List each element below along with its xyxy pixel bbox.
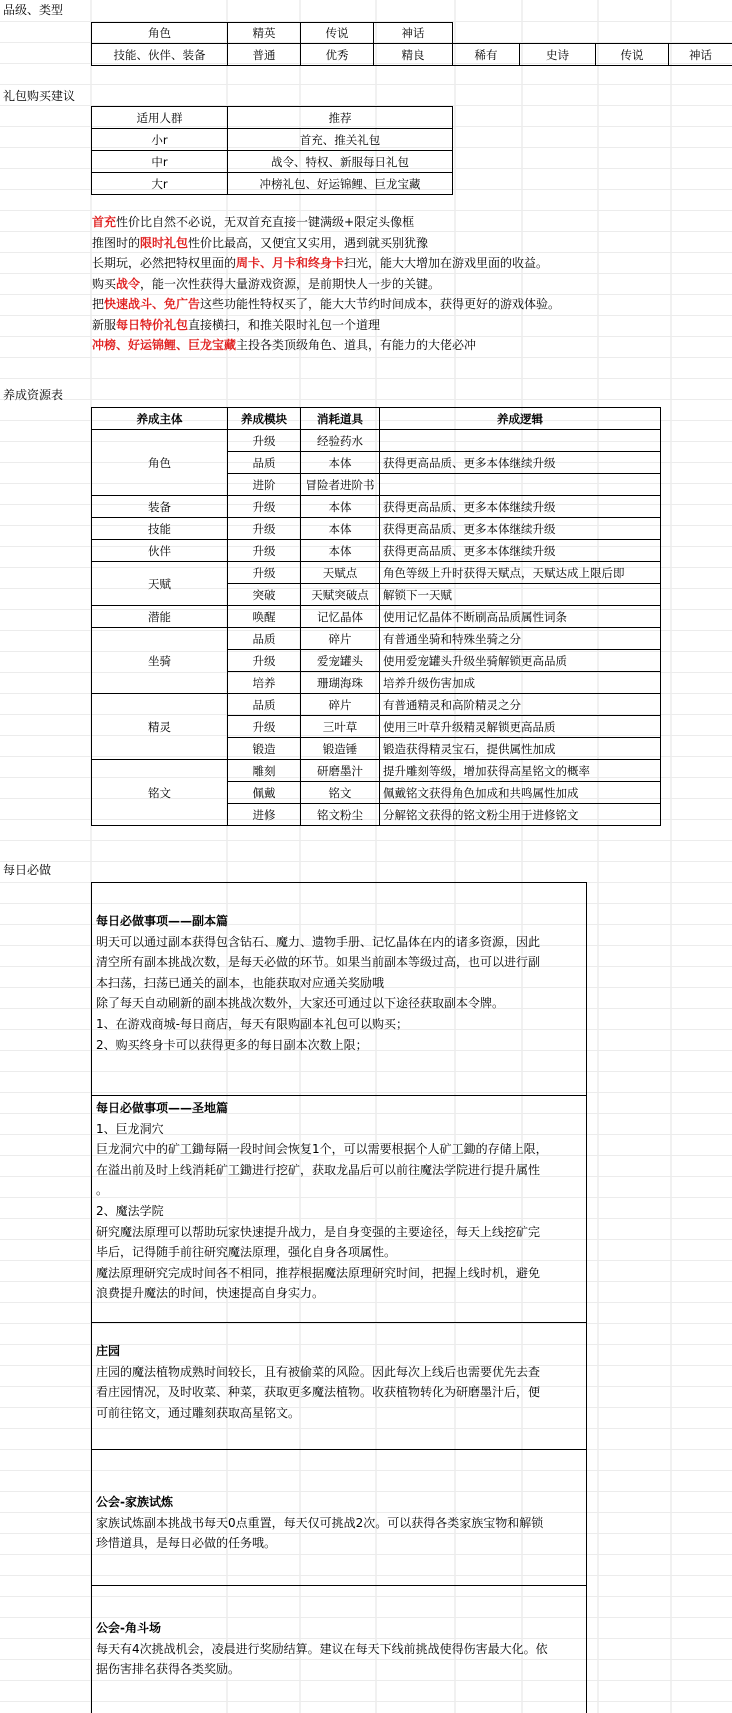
advice-line[interactable] xyxy=(92,274,732,295)
advice-line[interactable] xyxy=(92,315,732,336)
advice-text: 把 xyxy=(92,297,105,311)
resource-header-cell[interactable]: 养成模块 xyxy=(228,408,301,430)
resource-module-cell[interactable]: 锻造 xyxy=(228,738,301,760)
type-cell[interactable]: 神话 xyxy=(669,44,732,66)
section-label-resources: 养成资源表 xyxy=(3,388,64,402)
gift-header-cell[interactable]: 推荐 xyxy=(228,107,453,129)
resource-item-cell[interactable]: 天赋突破点 xyxy=(301,584,380,606)
advice-text: 长期玩，必然把特权里面的 xyxy=(92,256,237,270)
type-cell[interactable]: 稀有 xyxy=(453,44,520,66)
daily-text-line: 据伤害排名获得各类奖励。 xyxy=(96,1662,241,1677)
advice-highlight: 快速战斗、免广告 xyxy=(104,297,201,311)
grades-table-row2 xyxy=(91,43,732,66)
daily-text-line: 魔法原理研究完成时间各不相同，推荐根据魔法原理研究时间，把握上线时机，避免 xyxy=(96,1265,541,1280)
advice-highlight: 每日特价礼包 xyxy=(116,317,189,332)
resource-subject-cell[interactable]: 角色 xyxy=(92,430,228,496)
resource-logic-cell[interactable]: 获得更高品质、更多本体继续升级 xyxy=(380,452,661,474)
advice-highlight: 限时礼包 xyxy=(140,235,189,250)
advice-text: 性价比自然不必说，无双首充直接一键满级+限定头像框 xyxy=(116,215,415,229)
daily-manor-cell[interactable] xyxy=(91,1322,587,1450)
daily-guild-trial-cell[interactable] xyxy=(91,1449,587,1586)
advice-line[interactable] xyxy=(92,294,732,315)
gift-recommend-cell[interactable]: 首充、推关礼包 xyxy=(228,129,453,151)
resource-logic-cell[interactable]: 使用三叶草升级精灵解锁更高品质 xyxy=(380,716,661,738)
gift-advice xyxy=(92,212,732,356)
grade-cell[interactable]: 神话 xyxy=(374,23,453,44)
daily-text-line: 2、购买终身卡可以获得更多的每日副本次数上限； xyxy=(96,1037,368,1052)
daily-manor-title: 庄园 xyxy=(96,1344,121,1358)
daily-text-line: 。 xyxy=(96,1183,109,1198)
advice-highlight: 冲榜、好运锦鲤、巨龙宝藏 xyxy=(92,338,237,352)
type-cell[interactable]: 普通 xyxy=(228,44,301,66)
resource-module-cell[interactable]: 升级 xyxy=(228,518,301,540)
daily-text-line: 巨龙洞穴中的矿工鋤每隔一段时间会恢复1个，可以需要根据个人矿工鋤的存储上限， xyxy=(96,1142,548,1157)
resource-subject-cell[interactable]: 技能 xyxy=(92,518,228,540)
resource-module-cell[interactable]: 品质 xyxy=(228,628,301,650)
daily-text-line: 本扫荡，扫荡已通关的副本，也能获取对应通关奖励哦 xyxy=(96,975,385,990)
gift-table xyxy=(91,106,453,195)
type-cell[interactable]: 精良 xyxy=(374,44,453,66)
advice-text: ，能一次性获得大量游戏资源，是前期快人一步的关键。 xyxy=(140,276,441,291)
gift-audience-cell[interactable]: 中r xyxy=(92,151,228,173)
daily-guild-trial-title: 公会-家族试炼 xyxy=(96,1495,173,1509)
advice-highlight: 首充 xyxy=(92,215,117,229)
resource-header-cell[interactable]: 养成逻辑 xyxy=(380,408,661,430)
advice-highlight: 战令 xyxy=(116,276,141,291)
resource-subject-cell[interactable]: 潜能 xyxy=(92,606,228,628)
grades-table-row1 xyxy=(91,22,453,44)
resource-module-cell[interactable]: 唤醒 xyxy=(228,606,301,628)
daily-text-line: 珍惜道具，是每日必做的任务哦。 xyxy=(96,1536,277,1551)
daily-holy-title: 每日必做事项——圣地篇 xyxy=(96,1101,229,1115)
gift-audience-cell[interactable]: 大r xyxy=(92,173,228,195)
resource-module-cell[interactable]: 进修 xyxy=(228,804,301,826)
daily-dungeon-cell[interactable] xyxy=(91,882,587,1096)
resource-item-cell[interactable]: 研磨墨汁 xyxy=(301,760,380,782)
grade-cell[interactable]: 精英 xyxy=(228,23,301,44)
resource-module-cell[interactable]: 升级 xyxy=(228,650,301,672)
resource-item-cell[interactable]: 铭文粉尘 xyxy=(301,804,380,826)
resource-logic-cell[interactable]: 有普通坐骑和特殊坐骑之分 xyxy=(380,628,661,650)
resource-subject-cell[interactable]: 铭文 xyxy=(92,760,228,826)
advice-line[interactable] xyxy=(92,233,732,254)
advice-text: 扫光，能大大增加在游戏里面的收益。 xyxy=(344,256,549,270)
resource-item-cell[interactable]: 珊瑚海珠 xyxy=(301,672,380,694)
advice-text: 这些功能性特权买了，能大大节约时间成本，获得更好的游戏体验。 xyxy=(200,297,561,311)
daily-holy-cell[interactable] xyxy=(91,1095,587,1323)
section-label-daily: 每日必做 xyxy=(3,863,52,877)
daily-text-line: 看庄园情况，及时收菜、种菜，获取更多魔法植物。收获植物转化为研磨墨汁后，便 xyxy=(96,1385,541,1400)
resource-logic-cell[interactable]: 提升雕刻等级，增加获得高星铭文的概率 xyxy=(380,760,661,782)
resource-item-cell[interactable]: 经验药水 xyxy=(301,430,380,452)
daily-text-line: 在溢出前及时上线消耗矿工鋤进行挖矿，获取龙晶后可以前往魔法学院进行提升属性 xyxy=(96,1162,541,1177)
resource-module-cell[interactable]: 升级 xyxy=(228,430,301,452)
type-cell[interactable]: 技能、伙伴、装备 xyxy=(92,44,228,66)
resource-logic-cell[interactable] xyxy=(380,474,661,496)
resource-logic-cell[interactable]: 角色等级上升时获得天赋点，天赋达成上限后即 xyxy=(380,562,661,584)
type-cell[interactable]: 史诗 xyxy=(520,44,596,66)
resource-subject-cell[interactable]: 天赋 xyxy=(92,562,228,606)
resource-item-cell[interactable]: 碎片 xyxy=(301,628,380,650)
resource-item-cell[interactable]: 冒险者进阶书 xyxy=(301,474,380,496)
daily-text-line: 庄园的魔法植物成熟时间较长，且有被偷菜的风险。因此每次上线后也需要优先去查 xyxy=(96,1364,541,1379)
resource-module-cell[interactable]: 突破 xyxy=(228,584,301,606)
daily-guild-arena-cell[interactable] xyxy=(91,1585,587,1713)
advice-text: 新服 xyxy=(92,317,117,332)
resource-header-cell[interactable]: 消耗道具 xyxy=(301,408,380,430)
resource-module-cell[interactable]: 佩戴 xyxy=(228,782,301,804)
advice-highlight: 周卡、月卡和终身卡 xyxy=(236,256,345,270)
resource-logic-cell[interactable]: 获得更高品质、更多本体继续升级 xyxy=(380,518,661,540)
resource-item-cell[interactable]: 本体 xyxy=(301,518,380,540)
gift-header-cell[interactable]: 适用人群 xyxy=(92,107,228,129)
resource-module-cell[interactable]: 品质 xyxy=(228,452,301,474)
resource-module-cell[interactable]: 培养 xyxy=(228,672,301,694)
resource-logic-cell[interactable]: 锻造获得精灵宝石，提供属性加成 xyxy=(380,738,661,760)
resource-logic-cell[interactable]: 获得更高品质、更多本体继续升级 xyxy=(380,496,661,518)
resource-item-cell[interactable]: 天赋点 xyxy=(301,562,380,584)
resource-logic-cell[interactable] xyxy=(380,430,661,452)
advice-text: 性价比最高，又便宜又实用，遇到就买别犹豫 xyxy=(188,235,429,250)
daily-text-line: 浪费提升魔法的时间，快速提高自身实力。 xyxy=(96,1286,325,1301)
resource-header-cell[interactable]: 养成主体 xyxy=(92,408,228,430)
resource-item-cell[interactable]: 碎片 xyxy=(301,694,380,716)
resource-logic-cell[interactable]: 使用爱宠罐头升级坐骑解锁更高品质 xyxy=(380,650,661,672)
daily-text-line: 2、魔法学院 xyxy=(96,1203,164,1218)
section-label-grades: 品级、类型 xyxy=(3,3,64,17)
advice-line[interactable] xyxy=(92,212,732,233)
daily-guild-arena-title: 公会-角斗场 xyxy=(96,1621,161,1635)
resource-module-cell[interactable]: 雕刻 xyxy=(228,760,301,782)
resource-item-cell[interactable]: 锻造锤 xyxy=(301,738,380,760)
gift-recommend-cell[interactable]: 冲榜礼包、好运锦鲤、巨龙宝藏 xyxy=(228,173,453,195)
resource-module-cell[interactable]: 升级 xyxy=(228,716,301,738)
resource-subject-cell[interactable]: 装备 xyxy=(92,496,228,518)
resource-logic-cell[interactable]: 培养升级伤害加成 xyxy=(380,672,661,694)
daily-dungeon-title: 每日必做事项——副本篇 xyxy=(96,914,229,928)
section-label-gifts: 礼包购买建议 xyxy=(3,89,76,103)
resource-subject-cell[interactable]: 坐骑 xyxy=(92,628,228,694)
resource-item-cell[interactable]: 本体 xyxy=(301,540,380,562)
daily-text-line: 家族试炼副本挑战书每天0点重置，每天仅可挑战2次。可以获得各类家族宝物和解锁 xyxy=(96,1515,544,1530)
resource-item-cell[interactable]: 本体 xyxy=(301,452,380,474)
gift-audience-cell[interactable]: 小r xyxy=(92,129,228,151)
resource-logic-cell[interactable]: 获得更高品质、更多本体继续升级 xyxy=(380,540,661,562)
grade-cell[interactable]: 传说 xyxy=(301,23,374,44)
resource-item-cell[interactable]: 铭文 xyxy=(301,782,380,804)
resource-table xyxy=(91,407,661,826)
grade-cell[interactable]: 角色 xyxy=(92,23,228,44)
resource-module-cell[interactable]: 品质 xyxy=(228,694,301,716)
advice-text: 推图时的 xyxy=(92,235,141,250)
daily-text-line: 毕后，记得随手前往研究魔法原理，强化自身各项属性。 xyxy=(96,1245,397,1260)
resource-logic-cell[interactable]: 使用记忆晶体不断刷高品质属性词条 xyxy=(380,606,661,628)
daily-text-line: 除了每天自动刷新的副本挑战次数外，大家还可通过以下途径获取副本令牌。 xyxy=(96,996,505,1011)
resource-logic-cell[interactable]: 佩戴铭文获得角色加成和共鸣属性加成 xyxy=(380,782,661,804)
daily-text-line: 明天可以通过副本获得包含钻石、魔力、遗物手册、记忆晶体在内的诸多资源，因此 xyxy=(96,934,541,949)
resource-subject-cell[interactable]: 精灵 xyxy=(92,694,228,760)
resource-item-cell[interactable]: 三叶草 xyxy=(301,716,380,738)
resource-item-cell[interactable]: 记忆晶体 xyxy=(301,606,380,628)
daily-text-line: 清空所有副本挑战次数，是每天必做的环节。如果当前副本等级过高，也可以进行副 xyxy=(96,955,541,970)
advice-line[interactable] xyxy=(92,335,732,356)
resource-module-cell[interactable]: 升级 xyxy=(228,540,301,562)
resource-logic-cell[interactable]: 解锁下一天赋 xyxy=(380,584,661,606)
resource-logic-cell[interactable]: 分解铭文获得的铭文粉尘用于进修铭文 xyxy=(380,804,661,826)
resource-item-cell[interactable]: 爱宠罐头 xyxy=(301,650,380,672)
type-cell[interactable]: 传说 xyxy=(596,44,669,66)
daily-text-line: 可前往铭文，通过雕刻获取高星铭文。 xyxy=(96,1405,301,1420)
advice-text: 主投各类顶级角色、道具，有能力的大佬必冲 xyxy=(236,338,477,352)
resource-module-cell[interactable]: 升级 xyxy=(228,562,301,584)
daily-text-line: 研究魔法原理可以帮助玩家快速提升战力，是自身变强的主要途径，每天上线挖矿完 xyxy=(96,1224,541,1239)
daily-text-line: 每天有4次挑战机会，凌晨进行奖励结算。建议在每天下线前挑战使得伤害最大化。依 xyxy=(96,1641,548,1656)
resource-module-cell[interactable]: 进阶 xyxy=(228,474,301,496)
daily-text-line: 1、在游戏商城-每日商店，每天有限购副本礼包可以购买； xyxy=(96,1016,408,1031)
advice-line[interactable] xyxy=(92,253,732,274)
advice-text: 购买 xyxy=(92,276,117,291)
resource-item-cell[interactable]: 本体 xyxy=(301,496,380,518)
type-cell[interactable]: 优秀 xyxy=(301,44,374,66)
resource-subject-cell[interactable]: 伙伴 xyxy=(92,540,228,562)
resource-logic-cell[interactable]: 有普通精灵和高阶精灵之分 xyxy=(380,694,661,716)
advice-text: 直接横扫，和推关限时礼包一个道理 xyxy=(188,317,381,332)
gift-recommend-cell[interactable]: 战令、特权、新服每日礼包 xyxy=(228,151,453,173)
daily-text-line: 1、巨龙洞穴 xyxy=(96,1121,164,1136)
resource-module-cell[interactable]: 升级 xyxy=(228,496,301,518)
